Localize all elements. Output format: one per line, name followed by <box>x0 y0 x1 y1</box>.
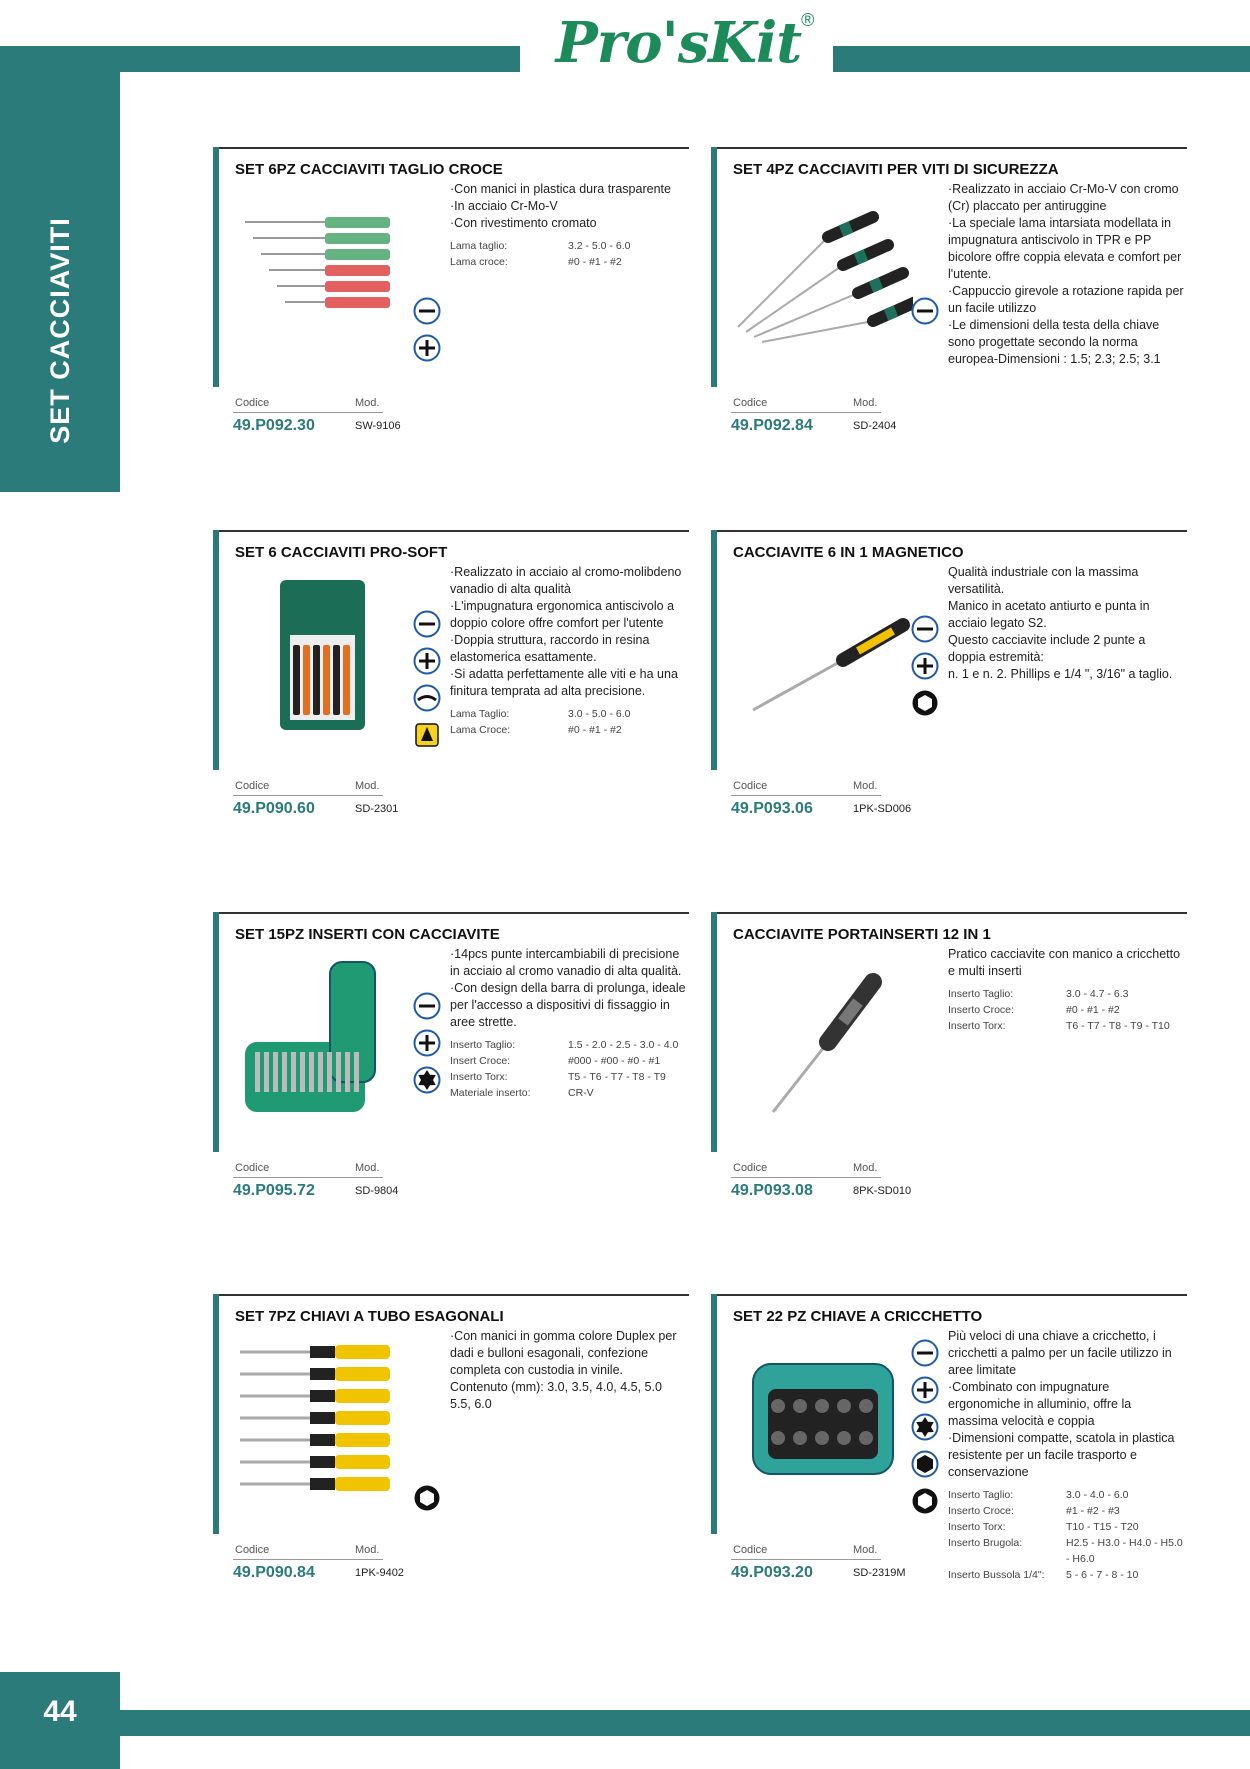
phillips-icon <box>413 1029 441 1057</box>
spec-row <box>948 1519 1184 1535</box>
slotted-icon <box>413 992 441 1020</box>
description-line: ·Realizzato in acciaio al cromo-molibdeno vanadio di alta qualità <box>450 565 682 596</box>
spec-value: #0 - #1 - #2 <box>568 724 622 736</box>
product-title: SET 15PZ INSERTI CON CACCIAVITE <box>235 926 500 943</box>
card-side-rule <box>711 912 717 1152</box>
description-line: ·Con manici in gomma colore Duplex per dadi e bulloni esagonali, confezione completa con custodia in vinile. <box>450 1329 677 1377</box>
feature-icons <box>413 297 445 371</box>
card-side-rule <box>711 530 717 770</box>
spec-key: Inserto Croce: <box>948 1004 1014 1016</box>
card-top-rule <box>213 530 689 532</box>
spec-table <box>450 1037 686 1101</box>
description-line: ·Si adatta perfettamente alle viti e ha una finitura temprata ad alta precisione. <box>450 667 678 698</box>
product-photo <box>235 187 415 357</box>
feature-icons <box>413 1484 445 1521</box>
product-description <box>948 1328 1184 1583</box>
code-rule <box>233 1559 383 1560</box>
spec-row <box>948 1002 1184 1018</box>
product-photo <box>733 187 913 357</box>
spec-key: Lama Croce: <box>450 724 511 736</box>
spec-value: 3.0 - 4.0 - 6.0 <box>1066 1489 1129 1501</box>
registered-mark: ® <box>801 10 815 30</box>
mod-label: Mod. <box>853 780 878 792</box>
model-number: SD-2319M <box>853 1567 906 1579</box>
card-top-rule <box>213 912 689 914</box>
spec-value: 3.0 - 5.0 - 6.0 <box>568 708 631 720</box>
soft-grip-icon <box>413 684 441 712</box>
spec-value: T10 - T15 - T20 <box>1066 1521 1139 1533</box>
card-side-rule <box>213 530 219 770</box>
spec-value: 1.5 - 2.0 - 2.5 - 3.0 - 4.0 <box>568 1039 679 1051</box>
product-code: 49.P090.60 <box>233 800 315 817</box>
product-description <box>948 564 1184 683</box>
product-card <box>711 530 1187 817</box>
spec-row <box>948 1535 1184 1567</box>
description-line: ·Con design della barra di prolunga, ideale per l'accesso a dispositivi di fissaggio in aree strette. <box>450 981 686 1029</box>
spec-key: Lama croce: <box>450 256 508 268</box>
spec-key: Inserto Brugola: <box>948 1537 1023 1549</box>
bottom-accent-bar <box>120 1710 1250 1736</box>
hex-socket-icon <box>911 689 939 717</box>
product-card <box>711 912 1187 1199</box>
code-rule <box>233 412 383 413</box>
card-side-rule <box>711 147 717 387</box>
mod-label: Mod. <box>355 397 380 409</box>
code-rule <box>731 412 881 413</box>
spec-row <box>948 1503 1184 1519</box>
description-line: ·La speciale lama intarsiata modellata in impugnatura antiscivolo in TPR e PP bicolore offre coppia elevata e comfort per l'utente. <box>948 216 1182 281</box>
spec-row <box>948 1487 1184 1503</box>
product-card <box>213 147 689 434</box>
codice-label: Codice <box>733 397 768 409</box>
codice-label: Codice <box>235 780 270 792</box>
spec-value: 3.2 - 5.0 - 6.0 <box>568 240 631 252</box>
description-line: ·Con rivestimento cromato <box>450 216 597 230</box>
spec-value: T5 - T6 - T7 - T8 - T9 <box>568 1071 666 1083</box>
code-rule <box>731 1559 881 1560</box>
description-line: ·Realizzato in acciaio Cr-Mo-V con cromo (Cr) placcato per antiruggine <box>948 182 1179 213</box>
card-top-rule <box>213 1294 689 1296</box>
spec-value: 5 - 6 - 7 - 8 - 10 <box>1066 1569 1139 1581</box>
product-title: SET 22 PZ CHIAVE A CRICCHETTO <box>733 1308 983 1325</box>
description-line: ·L'impugnatura ergonomica antiscivolo a doppio colore offre comfort per l'utente <box>450 599 675 630</box>
feature-icons <box>911 297 943 334</box>
spec-row <box>450 1069 686 1085</box>
code-rule <box>731 795 881 796</box>
description-line: ·In acciaio Cr-Mo-V <box>450 199 558 213</box>
product-code: 49.P092.84 <box>731 417 813 434</box>
mod-label: Mod. <box>853 397 878 409</box>
product-photo <box>235 570 415 740</box>
product-description <box>450 1328 686 1413</box>
product-description <box>450 946 686 1101</box>
codice-label: Codice <box>235 1544 270 1556</box>
card-top-rule <box>711 530 1187 532</box>
description-line: ·14pcs punte intercambiabili di precisione in acciaio al cromo vanadio di alta qualità. <box>450 947 682 978</box>
product-photo <box>733 952 913 1122</box>
spec-table <box>450 706 686 738</box>
product-code: 49.P095.72 <box>233 1182 315 1199</box>
model-number: 1PK-9402 <box>355 1567 404 1579</box>
top-accent-bar-right <box>833 46 1250 72</box>
model-number: 1PK-SD006 <box>853 803 912 815</box>
brand-logo <box>540 10 830 80</box>
spec-value: #000 - #00 - #0 - #1 <box>568 1055 661 1067</box>
card-top-rule <box>711 147 1187 149</box>
hex-socket-icon <box>413 1484 441 1512</box>
spec-row <box>450 1037 686 1053</box>
card-top-rule <box>213 147 689 149</box>
description-line: ·Doppia struttura, raccordo in resina elastomerica esattamente. <box>450 633 650 664</box>
hex-bit-icon <box>911 1450 939 1478</box>
product-card <box>711 147 1187 434</box>
spec-row <box>948 1567 1184 1583</box>
slotted-icon <box>911 297 939 325</box>
description-line: Pratico cacciavite con manico a cricchetto e multi inserti <box>948 947 1181 978</box>
product-code: 49.P092.30 <box>233 417 315 434</box>
torx-icon <box>911 1413 939 1441</box>
spec-key: Lama Taglio: <box>450 708 510 720</box>
feature-icons <box>911 1339 943 1524</box>
feature-icons <box>911 615 943 726</box>
mod-label: Mod. <box>355 1544 380 1556</box>
spec-key: Inserto Taglio: <box>948 1489 1014 1501</box>
code-rule <box>233 1177 383 1178</box>
code-rule <box>731 1177 881 1178</box>
product-title: SET 6 CACCIAVITI PRO-SOFT <box>235 544 448 561</box>
card-top-rule <box>711 912 1187 914</box>
slotted-icon <box>413 610 441 638</box>
product-card <box>213 530 689 817</box>
model-number: SW-9106 <box>355 420 401 432</box>
section-label <box>0 200 120 460</box>
description-line: Contenuto (mm): 3.0, 3.5, 4.0, 4.5, 5.0 5.5, 6.0 <box>450 1380 662 1411</box>
product-description <box>450 181 686 270</box>
slotted-icon <box>413 297 441 325</box>
page-number: 44 <box>43 1695 77 1728</box>
product-photo <box>733 1334 913 1504</box>
spec-value: #1 - #2 - #3 <box>1066 1505 1120 1517</box>
description-line: ·Cappuccio girevole a rotazione rapida per un facile utilizzo <box>948 284 1184 315</box>
description-line: ·Dimensioni compatte, scatola in plastica resistente per un facile trasporto e conservazione <box>948 1431 1175 1479</box>
torx-icon <box>413 1066 441 1094</box>
card-side-rule <box>213 912 219 1152</box>
product-title: SET 6PZ CACCIAVITI TAGLIO CROCE <box>235 161 503 178</box>
hex-socket-icon <box>911 1487 939 1515</box>
spec-key: Inserto Taglio: <box>948 988 1014 1000</box>
product-title: CACCIAVITE PORTAINSERTI 12 IN 1 <box>733 926 991 943</box>
model-number: SD-9804 <box>355 1185 399 1197</box>
phillips-icon <box>413 647 441 675</box>
phillips-icon <box>911 1376 939 1404</box>
model-number: 8PK-SD010 <box>853 1185 912 1197</box>
feature-icons <box>413 610 445 758</box>
spec-row <box>948 986 1184 1002</box>
spec-key: Inserto Torx: <box>948 1020 1006 1032</box>
mod-label: Mod. <box>853 1544 878 1556</box>
spec-row <box>450 254 686 270</box>
codice-label: Codice <box>733 1544 768 1556</box>
spec-table <box>948 1487 1184 1583</box>
spec-table <box>450 238 686 270</box>
product-title: SET 4PZ CACCIAVITI PER VITI DI SICUREZZA <box>733 161 1059 178</box>
product-card <box>711 1294 1187 1581</box>
mod-label: Mod. <box>853 1162 878 1174</box>
section-title: SET CACCIAVITI <box>44 216 75 444</box>
spec-value: #0 - #1 - #2 <box>1066 1004 1120 1016</box>
feature-icons <box>413 992 445 1103</box>
product-description <box>450 564 686 738</box>
spec-key: Inserto Taglio: <box>450 1039 516 1051</box>
tempered-icon <box>413 721 441 749</box>
spec-key: Inserto Torx: <box>948 1521 1006 1533</box>
slotted-icon <box>911 1339 939 1367</box>
model-number: SD-2301 <box>355 803 399 815</box>
brand-name: Pro'sKit <box>555 10 802 76</box>
product-description <box>948 946 1184 1034</box>
description-line: ·Con manici in plastica dura trasparente <box>450 182 671 196</box>
spec-value: T6 - T7 - T8 - T9 - T10 <box>1066 1020 1170 1032</box>
product-code: 49.P093.08 <box>731 1182 813 1199</box>
model-number: SD-2404 <box>853 420 897 432</box>
spec-table <box>948 986 1184 1034</box>
phillips-icon <box>413 334 441 362</box>
spec-row <box>450 1085 686 1101</box>
spec-key: Inserto Croce: <box>948 1505 1014 1517</box>
spec-value: H2.5 - H3.0 - H4.0 - H5.0 - H6.0 <box>1066 1537 1183 1565</box>
spec-value: CR-V <box>568 1087 594 1099</box>
product-photo <box>235 1334 415 1504</box>
spec-key: Inserto Torx: <box>450 1071 508 1083</box>
spec-key: Materiale inserto: <box>450 1087 531 1099</box>
card-side-rule <box>213 147 219 387</box>
codice-label: Codice <box>235 1162 270 1174</box>
product-photo <box>733 570 913 740</box>
description-line: Questo cacciavite include 2 punte a doppia estremità: <box>948 633 1146 664</box>
spec-key: Inserto Bussola 1/4": <box>948 1569 1045 1581</box>
slotted-icon <box>911 615 939 643</box>
spec-row <box>450 706 686 722</box>
code-rule <box>233 795 383 796</box>
mod-label: Mod. <box>355 1162 380 1174</box>
spec-row <box>450 1053 686 1069</box>
description-line: ·Le dimensioni della testa della chiave sono progettate secondo la norma europea-Dimensioni : 1.5; 2.3; 2.5; 3.1 <box>948 318 1161 366</box>
product-photo <box>235 952 415 1122</box>
spec-row <box>948 1018 1184 1034</box>
spec-value: 3.0 - 4.7 - 6.3 <box>1066 988 1129 1000</box>
card-side-rule <box>711 1294 717 1534</box>
spec-key: Lama taglio: <box>450 240 508 252</box>
spec-row <box>450 238 686 254</box>
card-side-rule <box>213 1294 219 1534</box>
spec-row <box>450 722 686 738</box>
product-code: 49.P093.20 <box>731 1564 813 1581</box>
spec-value: #0 - #1 - #2 <box>568 256 622 268</box>
product-code: 49.P093.06 <box>731 800 813 817</box>
spec-key: Insert Croce: <box>450 1055 511 1067</box>
product-card <box>213 912 689 1199</box>
codice-label: Codice <box>235 397 270 409</box>
product-card <box>213 1294 689 1581</box>
description-line: Qualità industriale con la massima versatilità. <box>948 565 1139 596</box>
phillips-icon <box>911 652 939 680</box>
product-title: CACCIAVITE 6 IN 1 MAGNETICO <box>733 544 964 561</box>
description-line: n. 1 e n. 2. Phillips e 1/4 ", 3/16" a taglio. <box>948 667 1173 681</box>
description-line: ·Combinato con impugnature ergonomiche in alluminio, offre la massima velocità e coppia <box>948 1380 1132 1428</box>
description-line: Più veloci di una chiave a cricchetto, i cricchetti a palmo per un facile utilizzo in aree limitate <box>948 1329 1172 1377</box>
product-code: 49.P090.84 <box>233 1564 315 1581</box>
description-line: Manico in acetato antiurto e punta in acciaio legato S2. <box>948 599 1150 630</box>
product-description <box>948 181 1184 368</box>
mod-label: Mod. <box>355 780 380 792</box>
codice-label: Codice <box>733 1162 768 1174</box>
product-title: SET 7PZ CHIAVI A TUBO ESAGONALI <box>235 1308 504 1325</box>
codice-label: Codice <box>733 780 768 792</box>
card-top-rule <box>711 1294 1187 1296</box>
